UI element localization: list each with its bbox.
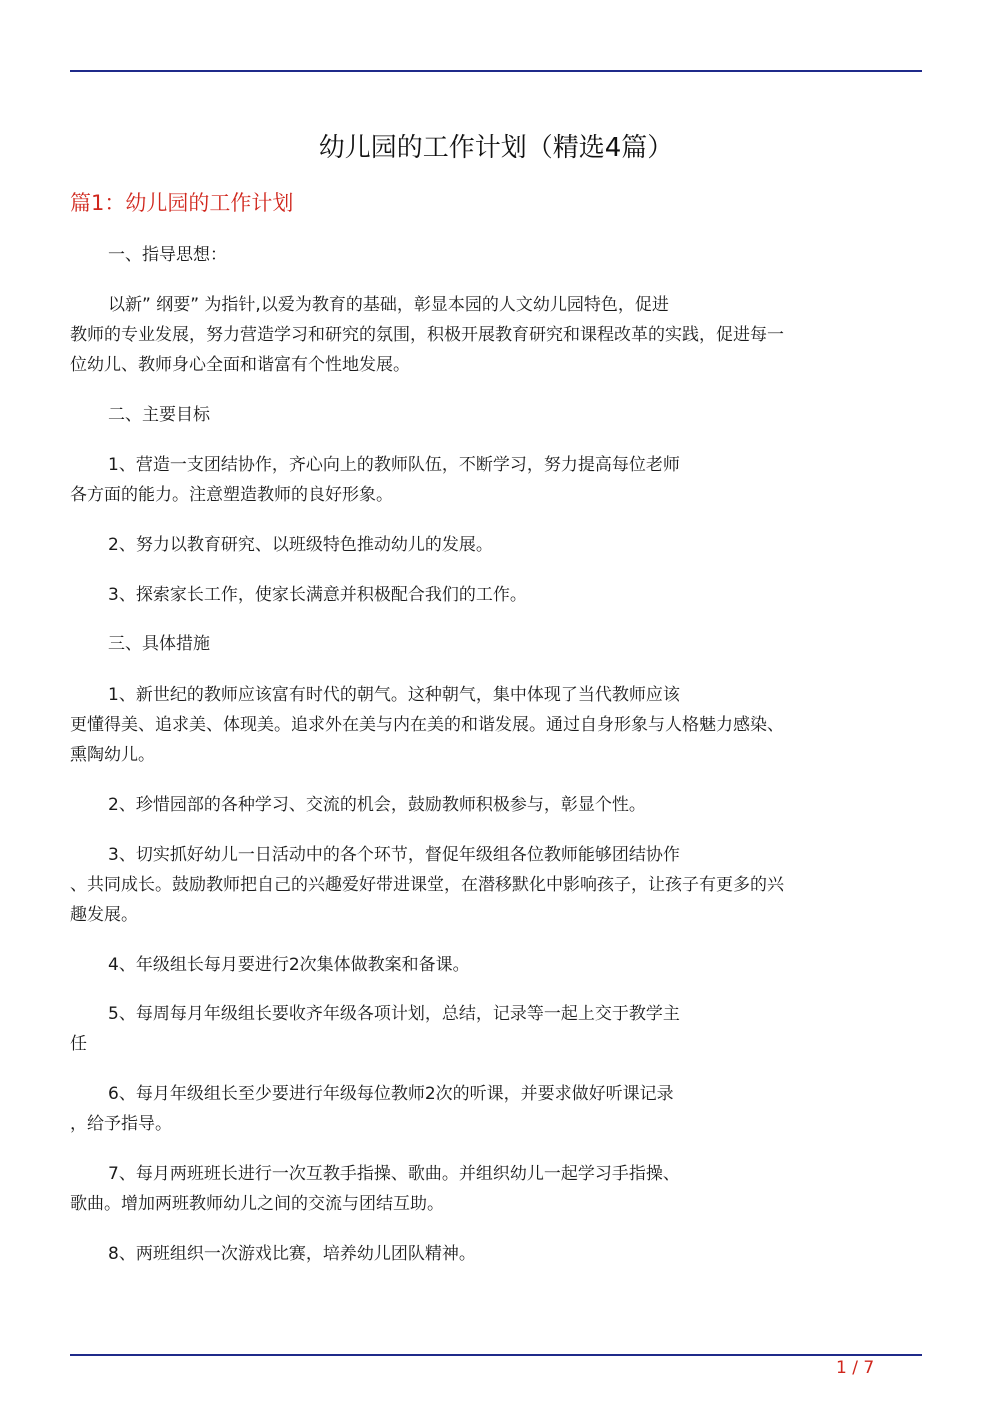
paragraph-goal-2	[70, 530, 922, 560]
paragraph-measures-heading	[70, 629, 922, 659]
section-heading: 篇1：幼儿园的工作计划	[70, 191, 294, 215]
paragraph-measure-8	[70, 1239, 922, 1269]
paragraph-goal-1	[70, 450, 922, 510]
top-rule	[70, 70, 922, 72]
paragraph-line: 三、具体措施	[108, 634, 210, 654]
paragraph-line: 5、每周每月年级组长要收齐年级各项计划，总结，记录等一起上交于教学主	[108, 1004, 680, 1024]
paragraph-line: 1、新世纪的教师应该富有时代的朝气。这种朝气，集中体现了当代教师应该	[108, 685, 680, 705]
paragraph-measure-1	[70, 680, 922, 770]
document-title: 幼儿园的工作计划（精选4篇）	[318, 133, 674, 163]
paragraph-measure-6	[70, 1079, 922, 1139]
paragraph-line: 3、切实抓好幼儿一日活动中的各个环节，督促年级组各位教师能够团结协作	[108, 845, 680, 865]
bottom-rule	[70, 1354, 922, 1356]
paragraph-line: 、共同成长。鼓励教师把自己的兴趣爱好带进课堂，在潜移默化中影响孩子，让孩子有更多的兴	[70, 875, 784, 895]
paragraph-line: 1、营造一支团结协作，齐心向上的教师队伍，不断学习，努力提高每位老师	[108, 455, 680, 475]
paragraph-guiding-body	[70, 290, 922, 380]
paragraph-measure-7	[70, 1159, 922, 1219]
paragraph-measure-5	[70, 999, 922, 1059]
paragraph-line: 位幼儿、教师身心全面和谐富有个性地发展。	[70, 355, 410, 375]
paragraph-line: 2、珍惜园部的各种学习、交流的机会，鼓励教师积极参与，彰显个性。	[108, 795, 646, 815]
paragraph-line: 8、两班组织一次游戏比赛，培养幼儿团队精神。	[108, 1244, 476, 1264]
paragraph-line: 趣发展。	[70, 905, 138, 925]
paragraph-line: 教师的专业发展，努力营造学习和研究的氛围，积极开展教育研究和课程改革的实践，促进每一	[70, 325, 784, 345]
paragraph-line: 一、指导思想：	[108, 245, 227, 265]
paragraph-line: 2、努力以教育研究、以班级特色推动幼儿的发展。	[108, 535, 493, 555]
paragraph-line: 6、每月年级组长至少要进行年级每位教师2次的听课，并要求做好听课记录	[108, 1084, 674, 1104]
paragraph-line: 4、年级组长每月要进行2次集体做教案和备课。	[108, 955, 470, 975]
paragraph-guiding-heading	[70, 240, 922, 270]
paragraph-line: 各方面的能力。注意塑造教师的良好形象。	[70, 485, 393, 505]
paragraph-line: 二、主要目标	[108, 405, 210, 425]
paragraph-line: 3、探索家长工作，使家长满意并积极配合我们的工作。	[108, 585, 527, 605]
paragraph-measure-2	[70, 790, 922, 820]
paragraph-line: 任	[70, 1034, 87, 1054]
paragraph-line: 7、每月两班班长进行一次互教手指操、歌曲。并组织幼儿一起学习手指操、	[108, 1164, 680, 1184]
paragraph-line: 歌曲。增加两班教师幼儿之间的交流与团结互助。	[70, 1194, 444, 1214]
paragraph-line: 更懂得美、追求美、体现美。追求外在美与内在美的和谐发展。通过自身形象与人格魅力感染、	[70, 715, 784, 735]
page-number: 1 / 7	[836, 1358, 875, 1378]
paragraph-line: 以新” 纲要” 为指针,以爱为教育的基础，彰显本园的人文幼儿园特色，促进	[108, 295, 669, 315]
paragraph-measure-3	[70, 840, 922, 930]
paragraph-line: 熏陶幼儿。	[70, 745, 155, 765]
paragraph-measure-4	[70, 950, 922, 980]
paragraph-goals-heading	[70, 400, 922, 430]
paragraph-goal-3	[70, 580, 922, 610]
paragraph-line: ，给予指导。	[70, 1114, 172, 1134]
